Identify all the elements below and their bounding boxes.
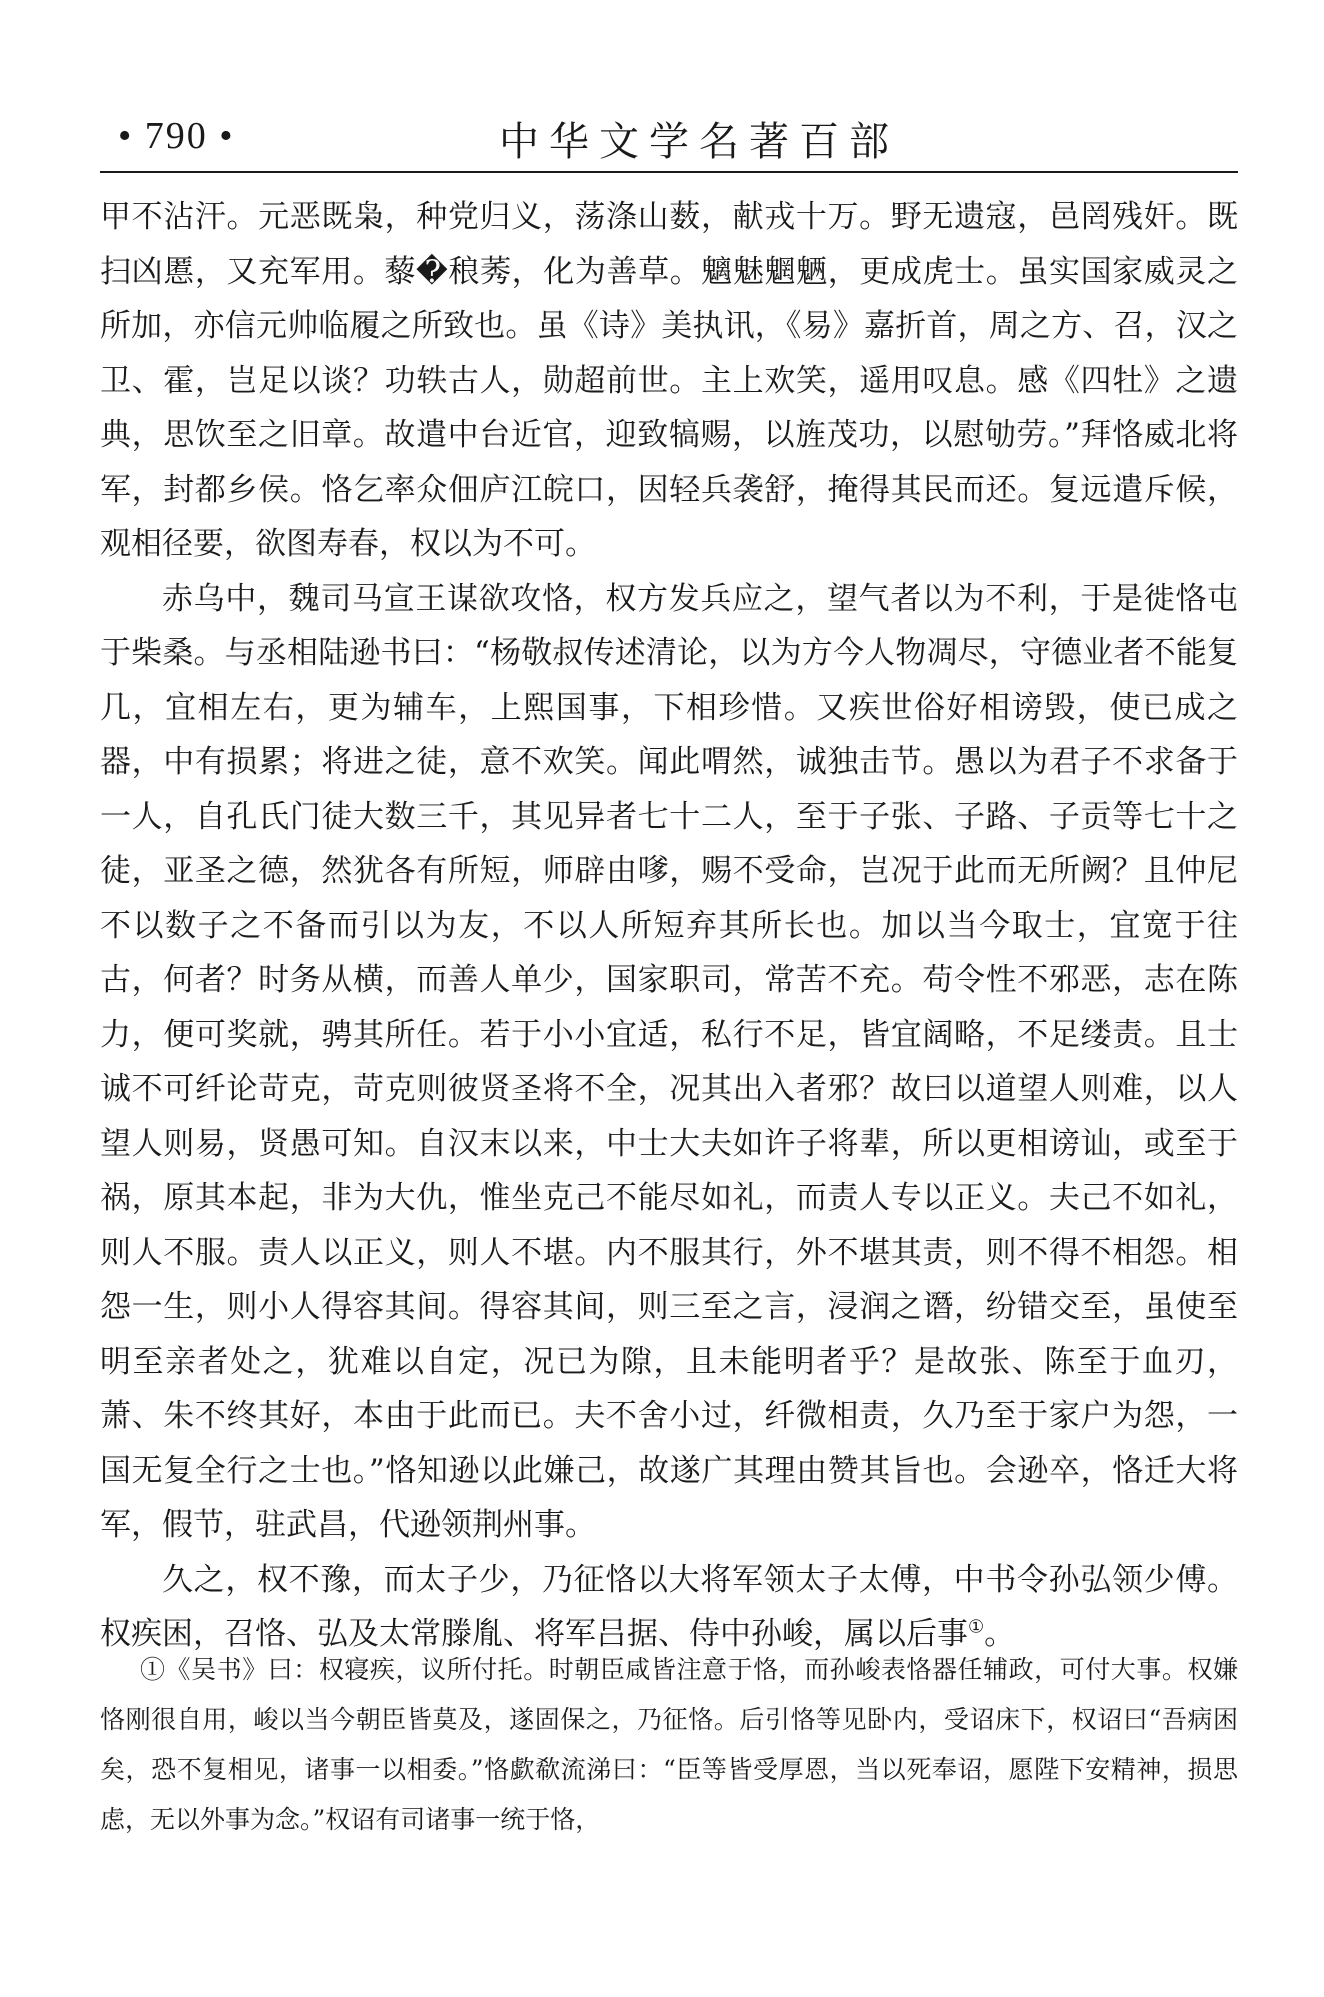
- book-title: 中华文学名著百部: [499, 119, 899, 165]
- page-header: [100, 110, 1238, 170]
- footnote: ①《吴书》曰：权寝疾，议所付托。时朝臣咸皆注意于恪，而孙峻表恪器任辅政，可付大事。权嫌恪刚很自用，峻以当今朝臣皆莫及，遂固保之，乃征恪。后引恪等见卧内，受诏床下，权诏曰“吾病困矣，恐不复相见，诸事一以相委。”恪歔欷流涕曰：“臣等皆受厚恩，当以死奉诏，愿陛下安精神，损思虑，无以外事为念。”权诏有司诸事一统于恪，: [100, 1655, 1238, 1834]
- header-rule: [100, 171, 1238, 173]
- main-text: [100, 190, 1238, 1662]
- page-number: • 790 •: [118, 115, 235, 157]
- paragraph-text: 久之，权不豫，而太子少，乃征恪以大将军领太子太傅，中书令孙弘领少傅。权疾困，召恪、弘及太常滕胤、将军吕据、侍中孙峻，属以后事: [100, 1561, 1238, 1652]
- footnote-marker[interactable]: ①: [968, 1616, 985, 1638]
- paragraph: 赤乌中，魏司马宣王谋欲攻恪，权方发兵应之，望气者以为不利，于是徙恪屯于柴桑。与丞相陆逊书曰：“杨敬叔传述清论，以为方今人物凋尽，守德业者不能复几，宜相左右，更为辅车，上熙国事，下相珍惜。又疾世俗好相谤毁，使已成之器，中有损累；将进之徒，意不欢笑。闻此喟然，诚独击节。愚以为君子不求备于一人，自孔氏门徒大数三千，其见异者七十二人，至于子张、子路、子贡等七十之徒，亚圣之德，然犹各有所短，师辟由嗲，赐不受命，岂况于此而无所阙？且仲尼不以数子之不备而引以为友，不以人所短弃其所长也。加以当今取士，宜宽于往古，何者？时务从横，而善人单少，国家职司，常苦不充。苟令性不邪恶，志在陈力，便可奖就，骋其所任。若于小小宜适，私行不足，皆宜阔略，不足缕责。且士诚不可纤论苛克，苛克则彼贤圣将不全，况其出入者邪？故曰以道望人则难，以人望人则易，贤愚可知。自汉末以来，中士大夫如许子将辈，所以更相谤讪，或至于祸，原其本起，非为大仇，惟坐克己不能尽如礼，而责人专以正义。夫己不如礼，则人不服。责人以正义，则人不堪。内不服其行，外不堪其责，则不得不相怨。相怨一生，则小人得容其间。得容其间，则三至之言，浸润之谮，纷错交至，虽使至明至亲者处之，犹难以自定，况已为隙，且未能明者乎？是故张、陈至于血刃，萧、朱不终其好，本由于此而已。夫不舍小过，纤微相责，久乃至于家户为怨，一国无复全行之士也。”恪知逊以此嫌己，故遂广其理由赞其旨也。会逊卒，恪迁大将军，假节，驻武昌，代逊领荆州事。: [100, 580, 1238, 1543]
- paragraph-continued: 甲不沾汗。元恶既枭，种党归义，荡涤山薮，献戎十万。野无遗寇，邑罔残奸。既扫凶慝，又充军用。藜�稂莠，化为善草。魑魅魍魉，更成虎士。虽实国家威灵之所加，亦信元帅临履之所致也。虽《诗》美执讯，《易》嘉折首，周之方、召，汉之卫、霍，岂足以谈？功轶古人，勋超前世。主上欢笑，遥用叹息。感《四牡》之遗典，思饮至之旧章。故遣中台近官，迎致犒赐，以旌茂功，以慰劬劳。”拜恪威北将军，封都乡侯。恪乞率众佃庐江皖口，因轻兵袭舒，掩得其民而还。复远遣斥候，观相径要，欲图寿春，权以为不可。: [100, 199, 1238, 562]
- paragraph-last: 久之，权不豫，而太子少，乃征恪以大将军领太子太傅，中书令孙弘领少傅。权疾困，召恪、弘及太常滕胤、将军吕据、侍中孙峻，属以后事①。: [100, 1561, 1238, 1652]
